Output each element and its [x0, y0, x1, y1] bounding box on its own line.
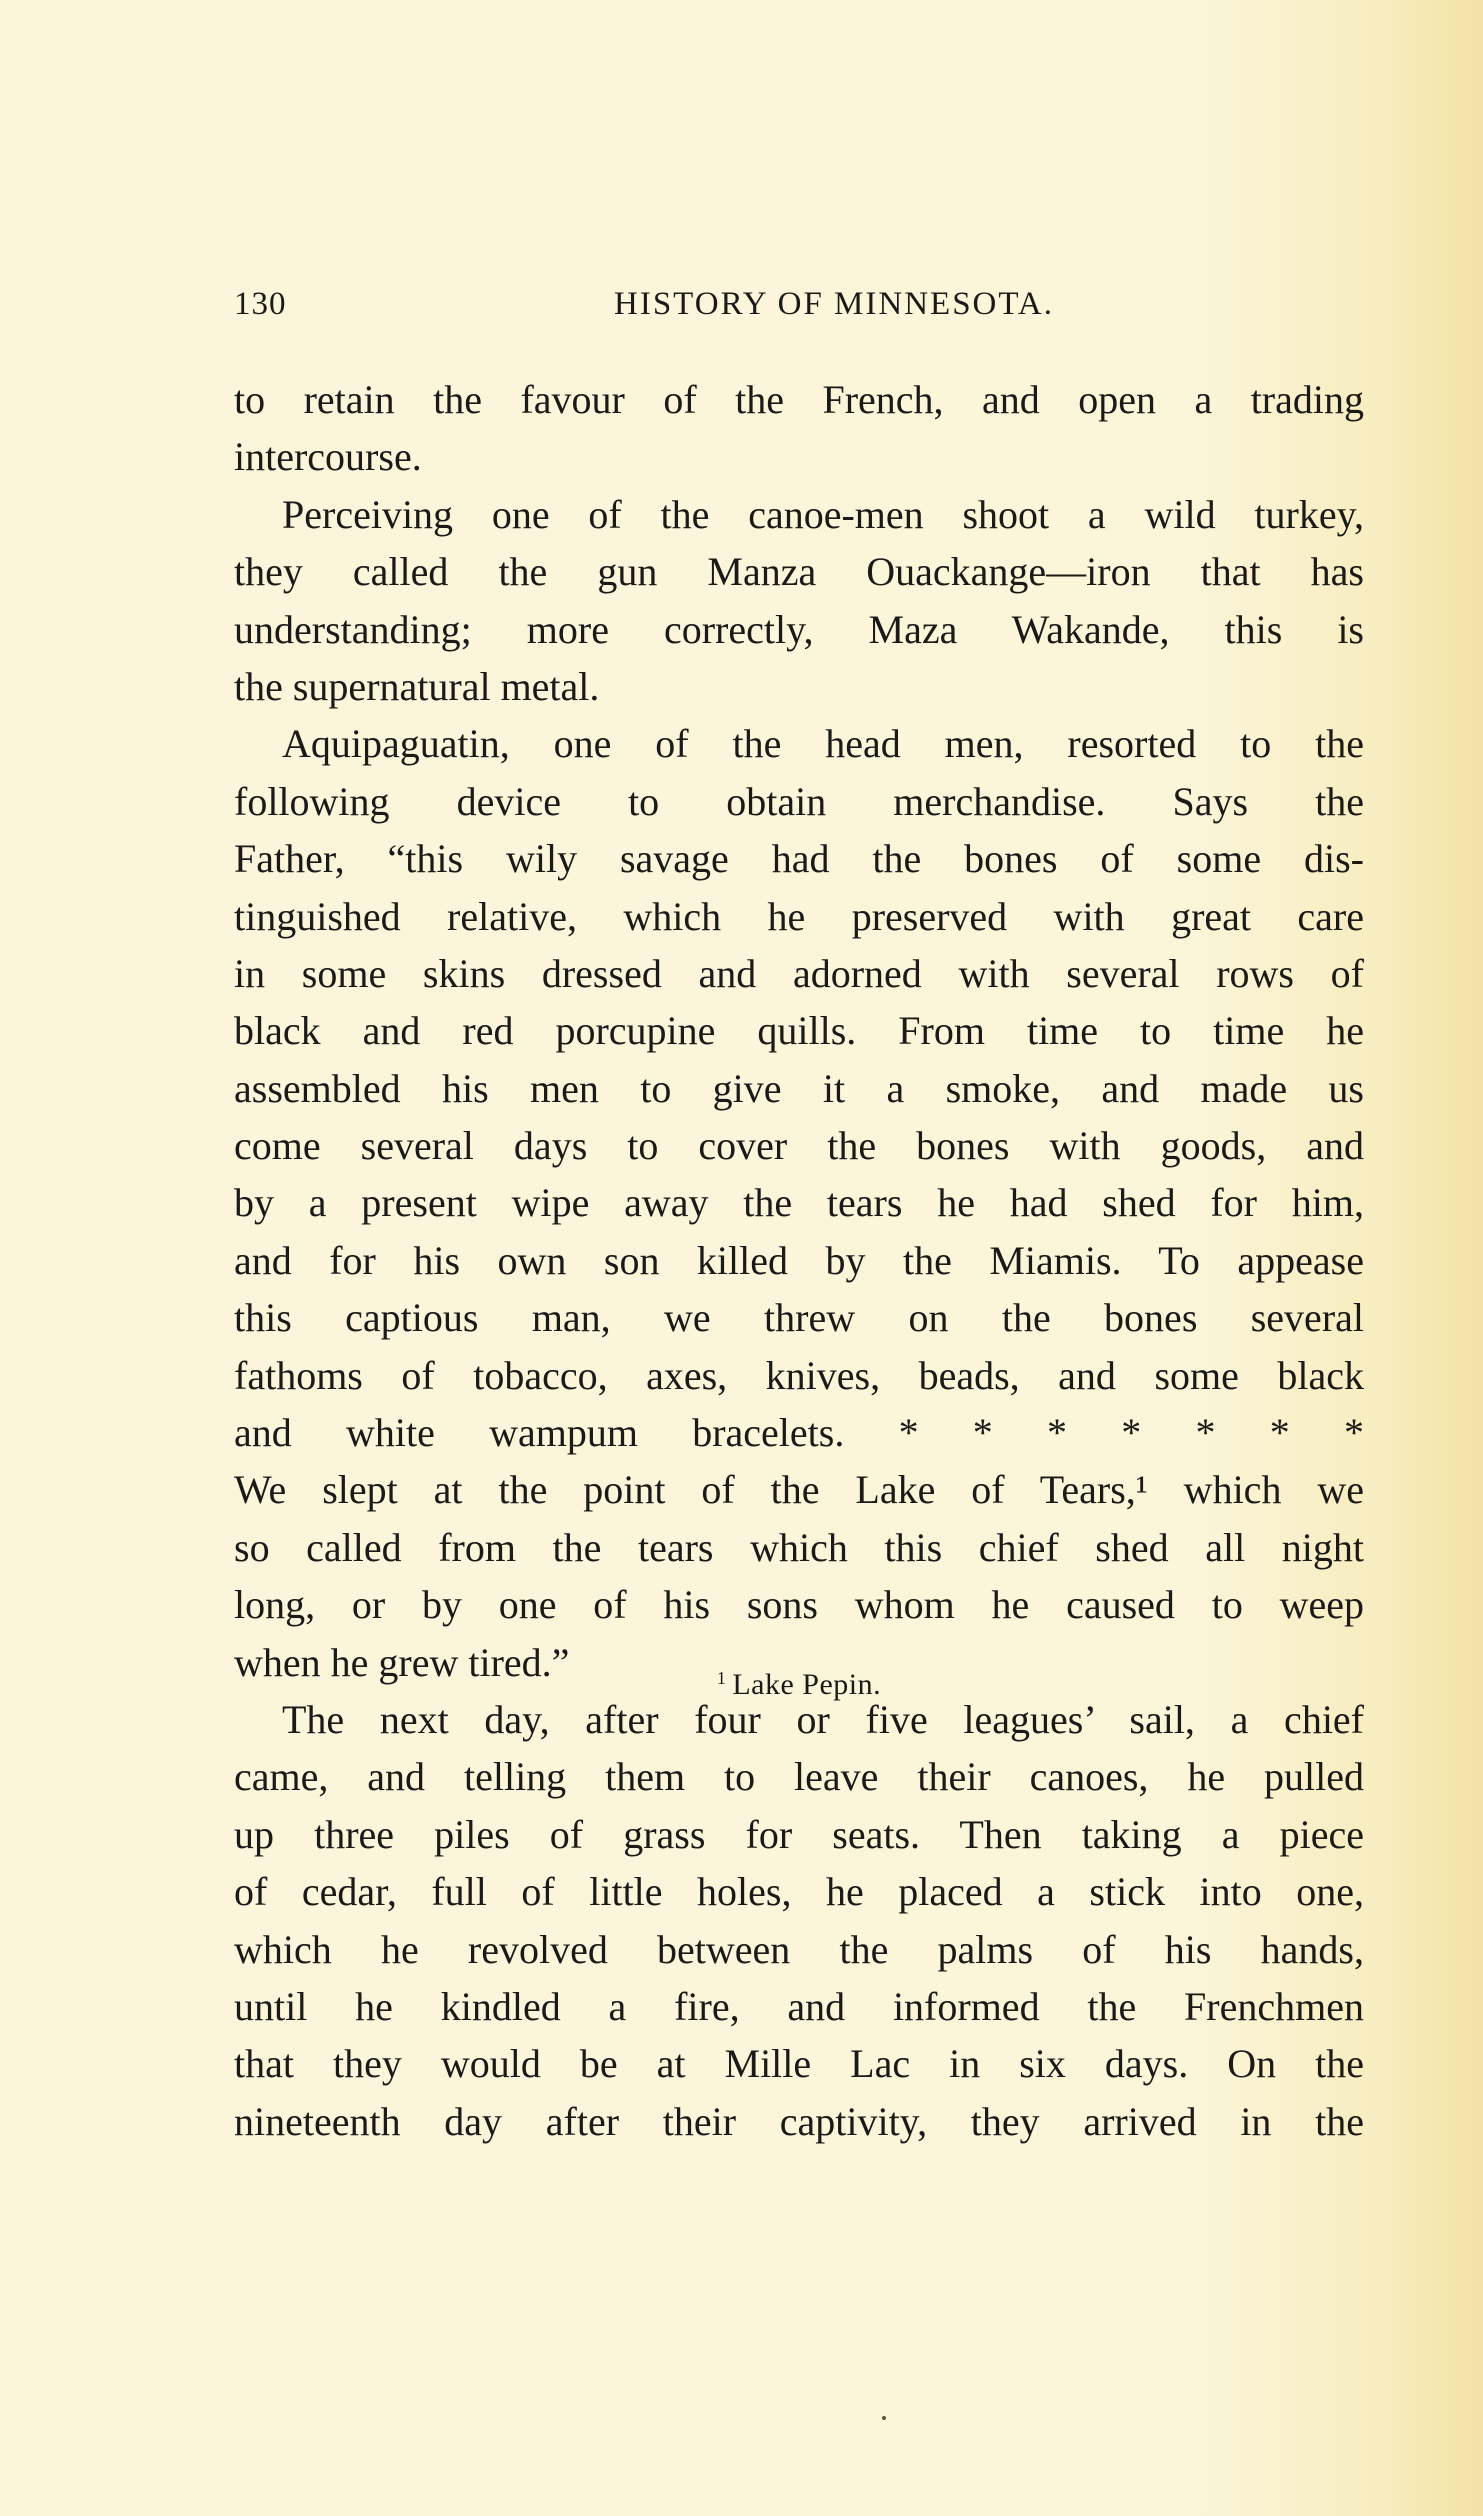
text-line: of cedar, full of little holes, he placed a stick into one, — [234, 1869, 1364, 1915]
text-line: tinguished relative, which he preserved with great care — [234, 893, 1364, 939]
page-number: 130 — [234, 286, 287, 322]
text-line: that they would be at Mille Lac in six days. On the — [234, 2041, 1364, 2087]
text-line: so called from the tears which this chief shed all night — [234, 1524, 1364, 1570]
text-line: the supernatural metal. — [234, 663, 600, 709]
text-line: understanding; more correctly, Maza Wakande, this is — [234, 606, 1364, 652]
text-line: and for his own son killed by the Miamis. To appease — [234, 1237, 1364, 1283]
text-line: The next day, after four or five leagues’ sail, a chief — [282, 1696, 1364, 1742]
text-line: Aquipaguatin, one of the head men, resorted to the — [282, 721, 1364, 767]
text-line: and white wampum bracelets. * * * * * * * — [234, 1410, 1364, 1456]
text-line: up three piles of grass for seats. Then taking a piece — [234, 1811, 1364, 1857]
text-line: black and red porcupine quills. From time to time he — [234, 1008, 1364, 1054]
text-line: fathoms of tobacco, axes, knives, beads, and some black — [234, 1352, 1364, 1398]
text-line: long, or by one of his sons whom he caused to weep — [234, 1582, 1364, 1628]
text-line: which he revolved between the palms of his hands, — [234, 1926, 1364, 1972]
text-line: this captious man, we threw on the bones several — [234, 1295, 1364, 1341]
footnote-marker: 1 — [716, 1668, 727, 1688]
text-line: We slept at the point of the Lake of Tears,¹ which we — [234, 1467, 1364, 1513]
text-line: come several days to cover the bones with goods, and — [234, 1123, 1364, 1169]
text-line: they called the gun Manza Ouackange—iron that has — [234, 549, 1364, 595]
text-line: intercourse. — [234, 434, 422, 480]
text-line: following device to obtain merchandise. Says the — [234, 778, 1364, 824]
text-line: to retain the favour of the French, and open a trading — [234, 377, 1364, 422]
text-line: by a present wipe away the tears he had shed for him, — [234, 1180, 1364, 1226]
text-line: until he kindled a fire, and informed the Frenchmen — [234, 1983, 1364, 2029]
footnote-text: Lake Pepin. — [732, 1668, 882, 1701]
text-line: when he grew tired.” — [234, 1639, 570, 1685]
ink-speck — [882, 2416, 886, 2420]
text-line: Perceiving one of the canoe-men shoot a wild turkey, — [282, 491, 1364, 537]
page-header — [234, 286, 1364, 336]
running-title: HISTORY OF MINNESOTA. — [614, 286, 1054, 322]
text-line: nineteenth day after their captivity, they arrived in the — [234, 2098, 1364, 2144]
footnote — [234, 1668, 1364, 1702]
text-line: came, and telling them to leave their canoes, he pulled — [234, 1754, 1364, 1800]
text-line: assembled his men to give it a smoke, and made us — [234, 1065, 1364, 1111]
body-text — [234, 371, 1364, 2150]
text-line: Father, “this wily savage had the bones of some dis- — [234, 836, 1364, 882]
text-line: in some skins dressed and adorned with several rows of — [234, 950, 1364, 996]
